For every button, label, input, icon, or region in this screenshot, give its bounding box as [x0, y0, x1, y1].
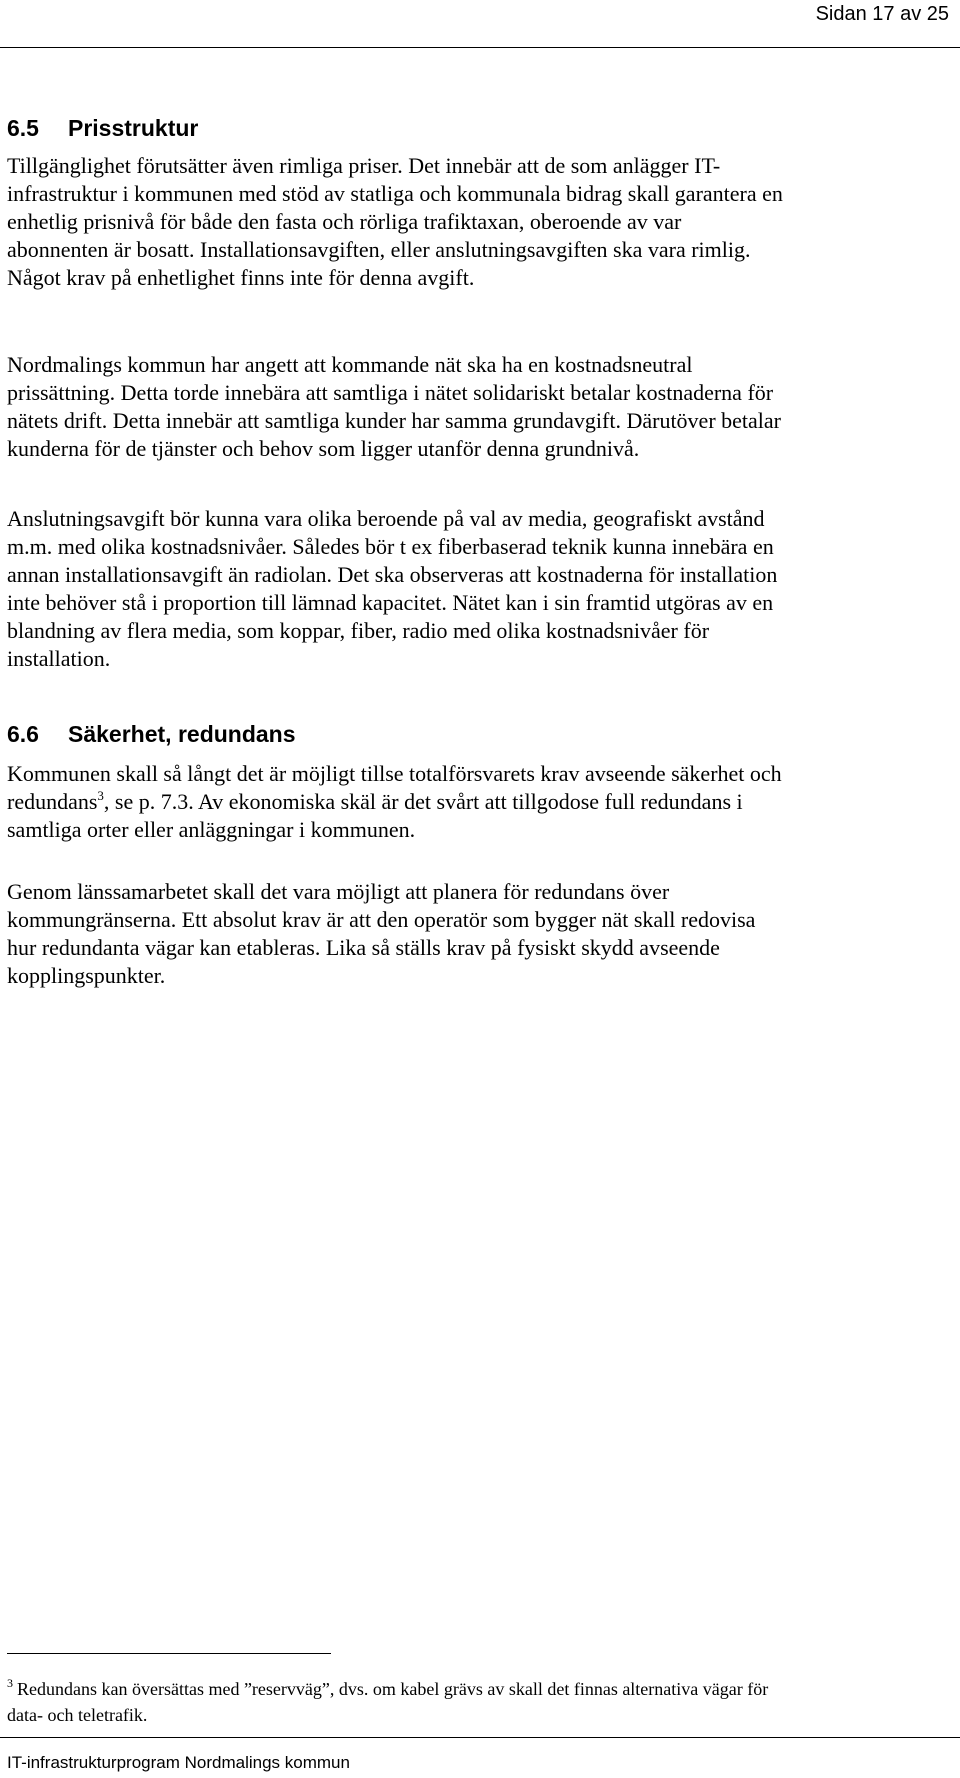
footnote-divider [7, 1653, 331, 1654]
paragraph-price-accessibility [7, 152, 953, 292]
text-line: kunderna för de tjänster och behov som ligger utanför denna grundnivå. [7, 436, 640, 461]
text-line: nätets drift. Detta innebär att samtliga kunder har samma grundavgift. Därutöver betalar [7, 408, 781, 433]
header-divider [0, 47, 960, 48]
text-line: Kommunen skall så långt det är möjligt tillse totalförsvarets krav avseende säkerhet och [7, 761, 782, 786]
text-line: Tillgänglighet förutsätter även rimliga priser. Det innebär att de som anlägger IT- [7, 153, 721, 178]
paragraph-regional-cooperation [7, 878, 953, 990]
text-line [7, 788, 953, 816]
footer-text: IT-infrastrukturprogram Nordmalings kommun [7, 1753, 350, 1772]
footnote-mark: 3 [7, 1676, 13, 1690]
text-line: prissättning. Detta torde innebära att samtliga i nätet solidariskt betalar kostnaderna för [7, 380, 774, 405]
text-line: samtliga orter eller anläggningar i kommunen. [7, 817, 416, 842]
text-line: enhetlig prisnivå för både den fasta och rörliga trafiktaxan, oberoende av var [7, 209, 682, 234]
paragraph-security-requirements [7, 760, 953, 844]
text-line: Genom länssamarbetet skall det vara möjligt att planera för redundans över [7, 879, 670, 904]
text-line: Något krav på enhetlighet finns inte för denna avgift. [7, 265, 475, 290]
footer-divider [0, 1737, 960, 1738]
text-line: Anslutningsavgift bör kunna vara olika beroende på val av media, geografiskt avstånd [7, 506, 765, 531]
section-heading-6-6 [7, 719, 296, 749]
text-line: inte behöver stå i proportion till lämnad kapacitet. Nätet kan i sin framtid utgöras av en [7, 590, 774, 615]
section-number: 6.6 [7, 721, 39, 747]
text-fragment: , se p. 7.3. Av ekonomiska skäl är det svårt att tillgodose full redundans i [103, 789, 743, 814]
text-fragment: redundans [7, 789, 98, 814]
page-number: Sidan 17 av 25 [815, 3, 949, 25]
text-line: infrastruktur i kommunen med stöd av statliga och kommunala bidrag skall garantera en [7, 181, 783, 206]
footnote-reference[interactable]: 3 [97, 788, 104, 803]
section-title: Säkerhet, redundans [68, 721, 296, 747]
text-line: blandning av flera media, som koppar, fiber, radio med olika kostnadsnivåer för [7, 618, 710, 643]
footnote [7, 1676, 953, 1728]
paragraph-connection-fee [7, 505, 953, 673]
text-line: Nordmalings kommun har angett att kommande nät ska ha en kostnadsneutral [7, 352, 693, 377]
text-line: kommungränserna. Ett absolut krav är att den operatör som bygger nät skall redovisa [7, 907, 756, 932]
text-line: data- och teletrafik. [7, 1705, 148, 1725]
paragraph-cost-neutral-pricing [7, 351, 953, 463]
text-line: abonnenten är bosatt. Installationsavgiften, eller anslutningsavgiften ska vara rimlig. [7, 237, 751, 262]
text-line: hur redundanta vägar kan etableras. Lika så ställs krav på fysiskt skydd avseende [7, 935, 720, 960]
section-heading-6-5 [7, 113, 198, 143]
text-line: m.m. med olika kostnadsnivåer. Således bör t ex fiberbaserad teknik kunna innebära en [7, 534, 774, 559]
text-line: annan installationsavgift än radiolan. Det ska observeras att kostnaderna för installation [7, 562, 778, 587]
text-line [7, 1676, 953, 1702]
text-line: installation. [7, 646, 111, 671]
text-line: kopplingspunkter. [7, 963, 166, 988]
footnote-text: Redundans kan översättas med ”reservväg”, dvs. om kabel grävs av skall det finnas alternativa vägar för [17, 1679, 769, 1699]
section-number: 6.5 [7, 115, 39, 141]
section-title: Prisstruktur [68, 115, 199, 141]
